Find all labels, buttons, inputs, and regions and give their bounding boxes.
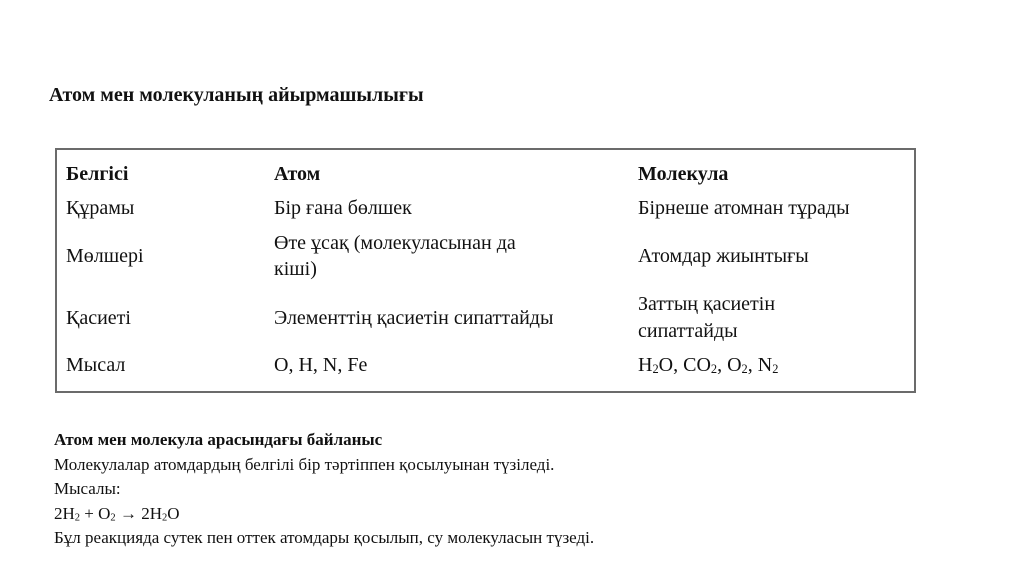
header-molecule: Молекула <box>638 163 729 185</box>
equation-subscript: 2 <box>74 512 81 524</box>
relation-text: Молекулалар атомдардың белгілі бір тәртіппен қосылуынан түзіледі. <box>54 454 555 474</box>
formula-part: O, CO <box>658 354 711 376</box>
row-example-label: Мысал <box>66 354 126 376</box>
formula-subscript: 2 <box>772 361 779 376</box>
row-size-label: Мөлшері <box>66 245 144 267</box>
row-example-atom: O, H, N, Fe <box>274 354 368 376</box>
header-feature: Белгісі <box>66 163 129 185</box>
formula-part: , O <box>717 354 742 376</box>
equation-part: + O <box>80 503 111 523</box>
formula-subscript: 2 <box>710 361 718 376</box>
row-composition-label: Құрамы <box>66 197 135 219</box>
row-example-molecule <box>638 352 778 378</box>
equation-subscript: 2 <box>110 512 116 524</box>
formula-part: H <box>638 354 653 376</box>
row-composition-atom: Бір ғана бөлшек <box>274 197 412 219</box>
row-composition-molecule: Бірнеше атомнан тұрады <box>638 197 850 219</box>
formula-subscript: 2 <box>741 361 748 376</box>
equation-subscript: 2 <box>161 512 168 524</box>
header-atom: Атом <box>274 163 321 185</box>
relation-section <box>54 428 594 551</box>
example-label: Мысалы: <box>54 479 121 498</box>
row-property-molecule-line1: Заттың қасиетін <box>638 293 776 315</box>
equation-part: O <box>167 503 180 523</box>
equation-part: → 2H <box>115 503 162 523</box>
row-property-molecule-line2: сипаттайды <box>638 320 738 342</box>
row-size-atom-line1: Өте ұсақ (молекуласынан да <box>274 232 516 254</box>
formula-part: , N <box>747 354 773 376</box>
conclusion-text: Бұл реакцияда сутек пен оттек атомдары қосылып, су молекуласын түзеді. <box>54 528 595 547</box>
row-property-label: Қасиеті <box>66 307 131 329</box>
comparison-table <box>55 148 916 393</box>
relation-heading: Атом мен молекула арасындағы байланыс <box>54 430 383 449</box>
row-property-atom: Элементтің қасиетін сипаттайды <box>274 307 554 329</box>
row-size-atom-line2: кіші) <box>274 258 317 280</box>
reaction-equation <box>54 502 594 527</box>
equation-part: 2H <box>54 503 75 523</box>
formula-subscript: 2 <box>652 361 659 376</box>
row-size-molecule: Атомдар жиынтығы <box>638 245 809 267</box>
page-title: Атом мен молекуланың айырмашылығы <box>49 84 424 106</box>
